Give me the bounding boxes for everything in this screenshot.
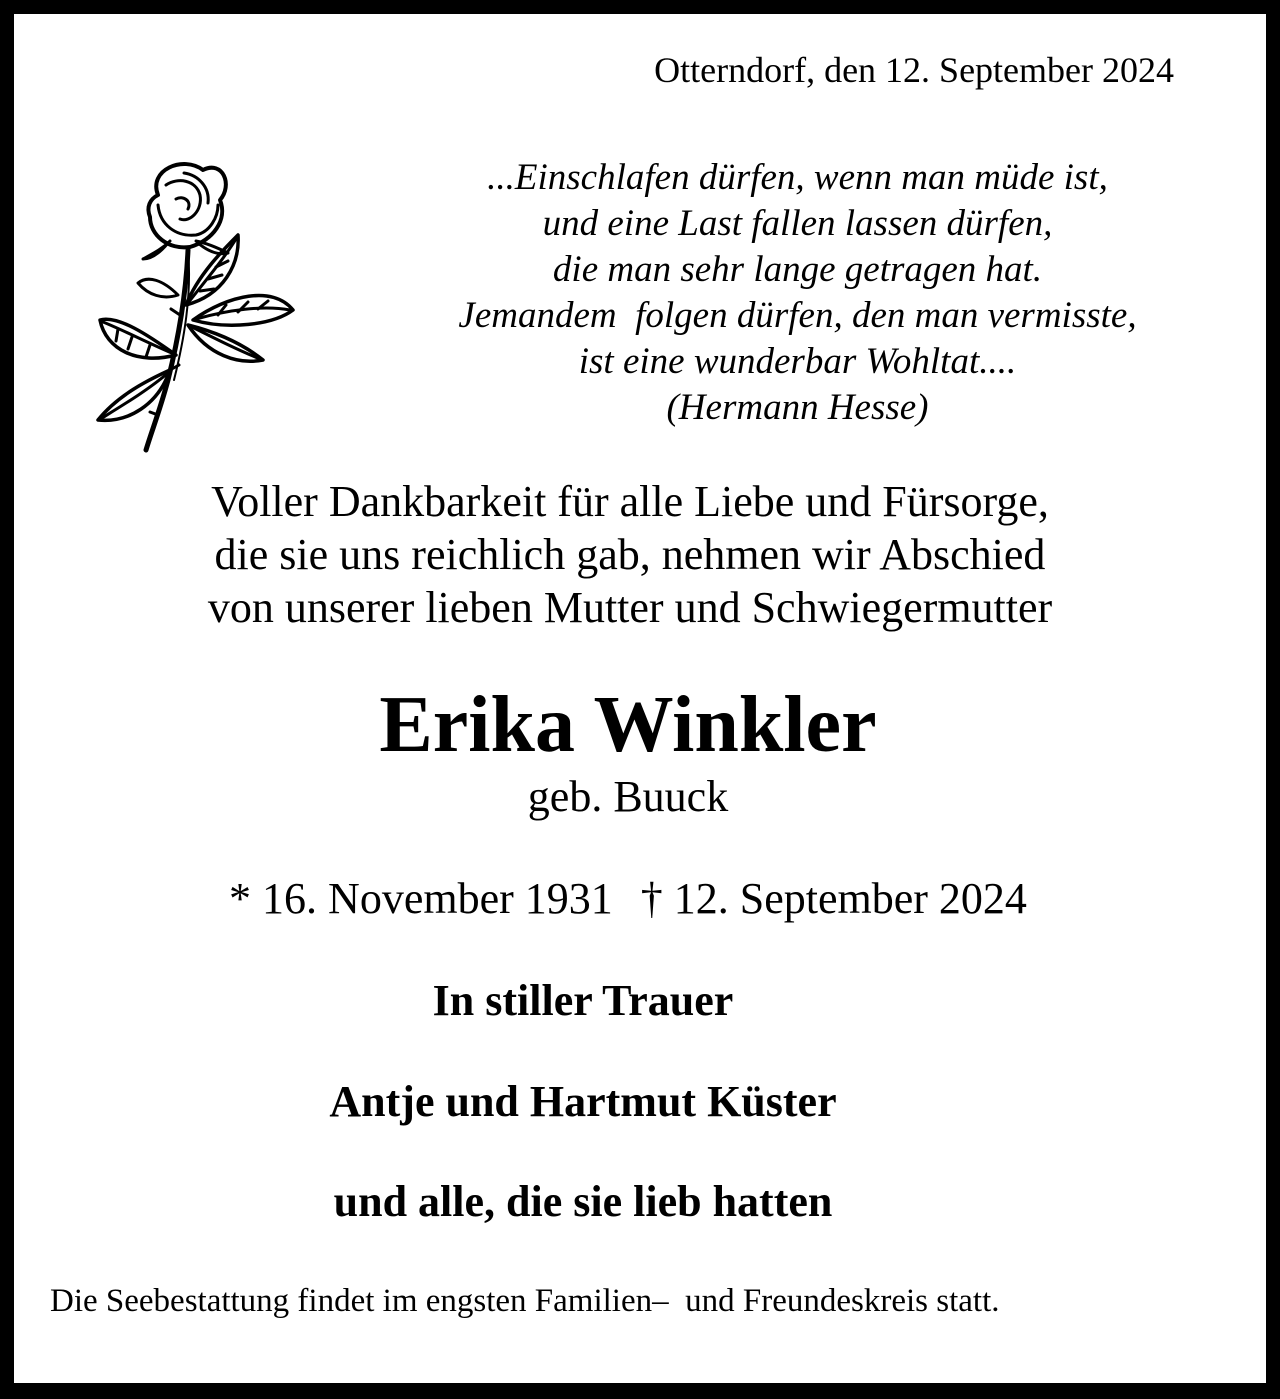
burial-note: Die Seebestattung findet im engsten Familien– und Freundeskreis statt. [50,1283,1000,1319]
deceased-name: Erika Winkler [379,681,877,769]
quote-line: die man sehr lange getragen hat. [552,249,1043,290]
birth-date: * 16. November 1931 [229,874,613,923]
place-date: Otterndorf, den 12. September 2024 [654,50,1174,90]
intro-line: die sie uns reichlich gab, nehmen wir Abschied [214,530,1046,579]
intro-line: Voller Dankbarkeit für alle Liebe und Fürsorge, [211,477,1049,526]
quote-line: und eine Last fallen lassen dürfen, [542,203,1053,244]
hesse-quote [390,155,1205,431]
maiden-name: geb. Buuck [527,772,729,821]
quote-attribution: (Hermann Hesse) [666,387,929,428]
mourners-others: und alle, die sie lieb hatten [333,1177,833,1226]
quote-line: Jemandem folgen dürfen, den man vermisste, [458,295,1137,336]
mourning-heading: In stiller Trauer [432,976,734,1025]
intro-text [100,475,1160,634]
quote-line: ...Einschlafen dürfen, wenn man müde ist, [487,157,1108,198]
death-date: † 12. September 2024 [640,874,1027,923]
intro-line: von unserer lieben Mutter und Schwiegermutter [207,583,1053,632]
mourners-family: Antje und Hartmut Küster [329,1077,837,1126]
life-dates [0,873,1256,925]
quote-line: ist eine wunderbar Wohltat.... [578,341,1017,382]
rose-icon [88,155,303,455]
